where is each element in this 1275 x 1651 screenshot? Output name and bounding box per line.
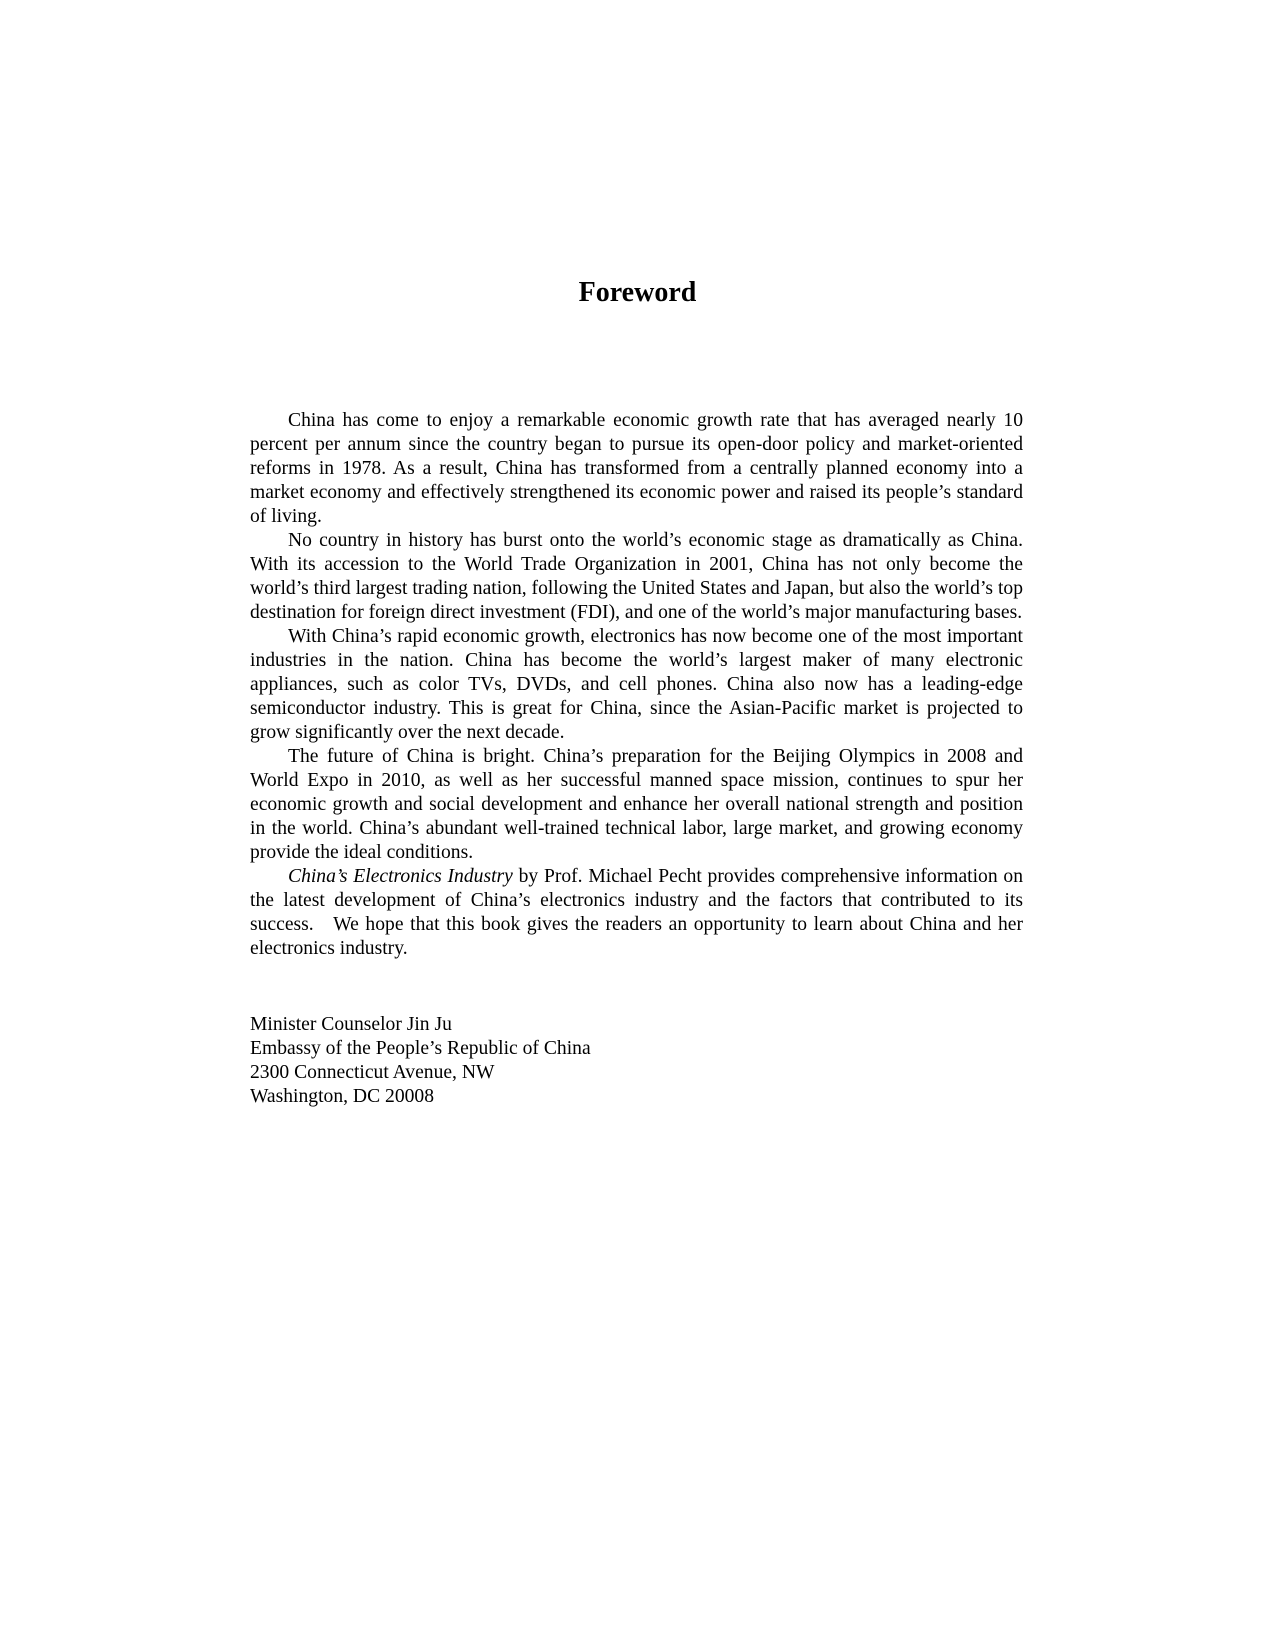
signature-block — [250, 1013, 1023, 1109]
signature-organization: Embassy of the People’s Republic of China — [250, 1038, 591, 1059]
paragraph: China has come to enjoy a remarkable economic growth rate that has averaged nearly 10 percent per annum since the country began to pursue its open-door policy and market-oriented reforms in 1978. As a result, China has transformed from a centrally planned economy into a market economy and effectively strengthened its economic power and raised its people’s standard of living. — [250, 410, 1023, 527]
paragraph: The future of China is bright. China’s preparation for the Beijing Olympics in 2008 and World Expo in 2010, as well as her successful manned space mission, continues to spur her economic growth and social development and enhance her overall national strength and position in the world. China’s abundant well-trained technical labor, large market, and growing economy provide the ideal conditions. — [250, 746, 1023, 863]
paragraph-final — [250, 865, 1028, 961]
page-title: Foreword — [578, 277, 697, 308]
paragraph: With China’s rapid economic growth, electronics has now become one of the most important industries in the nation. China has become the world’s largest maker of many electronic appliances, such as color TVs, DVDs, and cell phones. China also now has a leading-edge semiconductor industry. This is great for China, since the Asian-Pacific market is projected to grow significantly over the next decade. — [250, 626, 1023, 743]
paragraph: No country in history has burst onto the world’s economic stage as dramatically as China. With its accession to the World Trade Organization in 2001, China has not only become the world’s third largest trading nation, following the United States and Japan, but also the world’s top destination for foreign direct investment (FDI), and one of the world’s major manufacturing bases. — [250, 530, 1023, 623]
signature-name: Minister Counselor Jin Ju — [250, 1014, 452, 1035]
signature-street: 2300 Connecticut Avenue, NW — [250, 1062, 495, 1083]
book-title: China’s Electronics Industry — [288, 866, 513, 887]
signature-city: Washington, DC 20008 — [250, 1086, 435, 1107]
paragraph-final-text: by Prof. Michael Pecht provides comprehensive information on the latest development of China’s electronics industry and the factors that contributed to its success. We hope that this book gives the readers an opportunity to learn about China and her electronics industry. — [250, 866, 1028, 959]
foreword-body — [250, 409, 1028, 961]
